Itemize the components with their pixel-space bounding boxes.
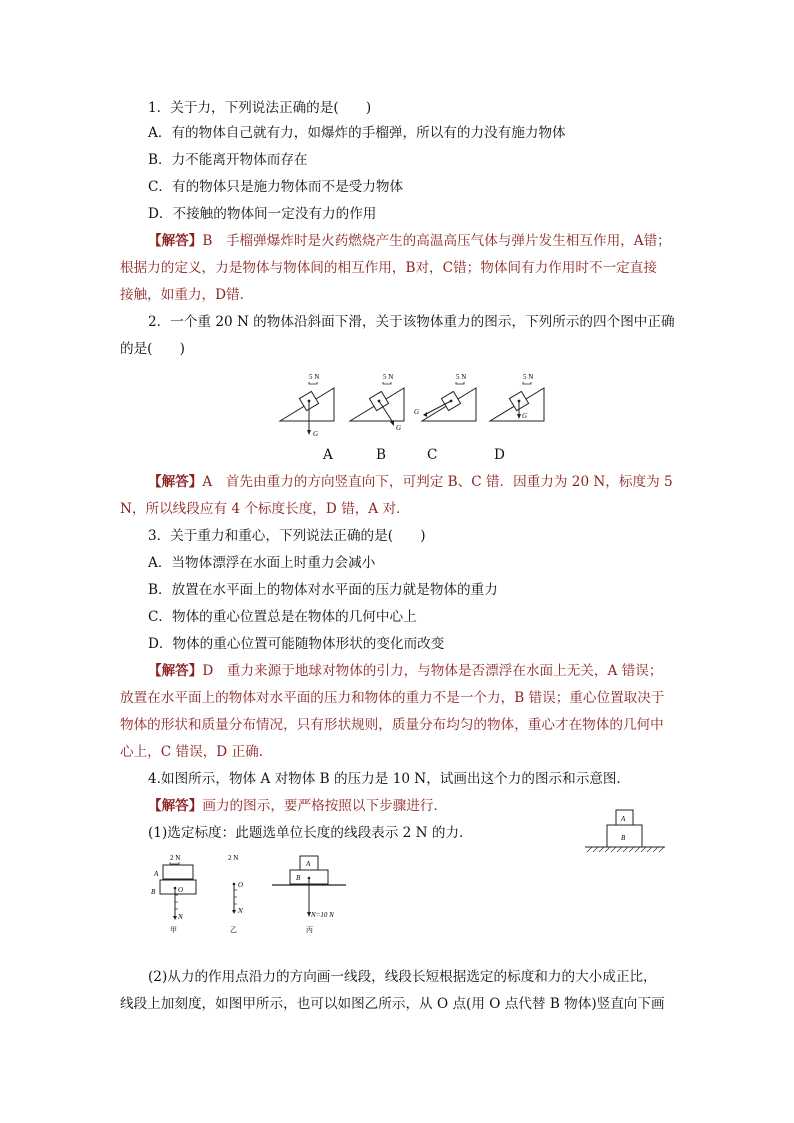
block-a-label: A <box>621 815 626 823</box>
q3-answer-line-1 <box>148 662 662 680</box>
answer-tag: 【解答】 <box>148 474 203 490</box>
force-label-g: G <box>522 412 528 420</box>
q2-option-label-d: D <box>494 447 505 463</box>
q3-answer-line-4: 心上，C 错误，D 正确． <box>120 744 273 760</box>
q4-answer-line-1 <box>148 797 447 815</box>
answer-text: D 重力来源于地球对物体的引力，与物体是否漂浮在水面上无关，A 错误； <box>202 663 663 679</box>
block-a-label: A <box>154 870 159 878</box>
q3-option-c: C．物体的重心位置总是在物体的几何中心上 <box>148 609 417 625</box>
q3-answer-line-3: 物体的形状和质量分布情况，只有形状规则，质量分布均匀的物体，重心才在物体的几何中 <box>120 717 664 733</box>
answer-tag: 【解答】 <box>148 798 203 814</box>
q3-option-b: B．放置在水平面上的物体对水平面的压力就是物体的重力 <box>148 582 498 598</box>
figure-yi <box>228 854 243 934</box>
q3-option-d: D．物体的重心位置可能随物体形状的变化而改变 <box>148 636 445 652</box>
incline-figure-b <box>350 373 404 432</box>
q3-option-a: A．当物体漂浮在水面上时重力会减小 <box>148 555 376 571</box>
q4-step-2-line-2: 线段上加刻度，如图甲所示，也可以如图乙所示，从 O 点(用 O 点代替 B 物体)竖直向下画 <box>120 996 665 1012</box>
answer-tag: 【解答】 <box>148 233 203 249</box>
scale-label: 2 N <box>170 854 181 862</box>
q2-stem-line-1: 2．一个重 20 N 的物体沿斜面下滑，关于该物体重力的图示，下列所示的四个图中正确 <box>148 314 675 330</box>
point-o-label: O <box>178 886 184 894</box>
caption-yi: 乙 <box>230 926 237 934</box>
block-a-label: A <box>306 860 311 868</box>
answer-text: B 手榴弹爆炸时是火药燃烧产生的高温高压气体与弹片发生相互作用，A错； <box>202 233 671 249</box>
q2-figure <box>270 368 550 468</box>
block-b-label: B <box>621 834 626 842</box>
force-label-g: G <box>414 408 420 416</box>
scale-label: 5 N <box>523 373 534 381</box>
q2-option-label-a: A <box>323 447 333 463</box>
q2-option-label-c: C <box>427 447 438 463</box>
answer-text: 画力的图示，要严格按照以下步骤进行． <box>202 798 448 814</box>
q2-answer-line-1 <box>148 473 673 491</box>
force-label-g: G <box>396 424 402 432</box>
block-b-label: B <box>296 874 301 882</box>
incline-figure-a <box>280 373 334 438</box>
q4-stacked-blocks-figure <box>585 806 665 856</box>
q4-force-figures <box>150 852 360 934</box>
figure-bing <box>272 856 346 934</box>
q3-answer-line-2: 放置在水平面上的物体对水平面的压力和物体的重力不是一个力，B 错误；重心位置取决于 <box>120 690 665 706</box>
q1-option-a: A．有的物体自己就有力，如爆炸的手榴弹，所以有的力没有施力物体 <box>148 125 566 141</box>
answer-text: A 首先由重力的方向竖直向下，可判定 B、C 错．因重力为 20 N，标度为 5 <box>202 474 673 490</box>
q1-option-d: D．不接触的物体间一定没有力的作用 <box>148 206 377 222</box>
incline-figure-c <box>414 373 476 421</box>
force-n-label: N <box>238 907 243 915</box>
scale-label: 5 N <box>456 373 467 381</box>
scale-label: 2 N <box>228 854 239 862</box>
answer-tag: 【解答】 <box>148 663 203 679</box>
force-n-label: N <box>178 913 183 921</box>
q4-stem: 4.如图所示，物体 A 对物体 B 的压力是 10 N，试画出这个力的图示和示意图． <box>148 771 631 787</box>
caption-bing: 丙 <box>306 926 313 934</box>
q1-option-c: C．有的物体只是施力物体而不是受力物体 <box>148 179 404 195</box>
q3-stem: 3．关于重力和重心，下列说法正确的是( ) <box>148 528 426 544</box>
q2-answer-line-2: N，所以线段应有 4 个标度长度，D 错，A 对． <box>120 501 410 517</box>
q1-answer-line-3: 接触，如重力，D错． <box>120 287 254 303</box>
block-b-label: B <box>151 888 156 896</box>
q2-option-label-b: B <box>376 447 386 463</box>
figure-jia <box>151 854 196 934</box>
scale-label: 5 N <box>383 373 394 381</box>
force-n10-label: N=10 N <box>311 911 334 919</box>
caption-jia: 甲 <box>170 926 177 934</box>
q1-stem: 1．关于力，下列说法正确的是( ) <box>148 100 372 116</box>
scale-label: 5 N <box>309 373 320 381</box>
incline-figure-d <box>490 373 544 421</box>
point-o-label: O <box>238 881 244 889</box>
q1-answer-line-1 <box>148 232 671 250</box>
q2-stem-line-2: 的是( ) <box>120 341 185 357</box>
q4-step-2-line-1: (2)从力的作用点沿力的方向画一线段，线段长短根据选定的标度和力的大小成正比， <box>148 969 657 985</box>
force-label-g: G <box>313 430 319 438</box>
q1-answer-line-2: 根据力的定义，力是物体与物体间的相互作用，B对，C错；物体间有力作用时不一定直接 <box>120 260 657 276</box>
q1-option-b: B．力不能离开物体而存在 <box>148 152 308 168</box>
q4-step-1: (1)选定标度：此题选单位长度的线段表示 2 N 的力． <box>148 825 473 841</box>
